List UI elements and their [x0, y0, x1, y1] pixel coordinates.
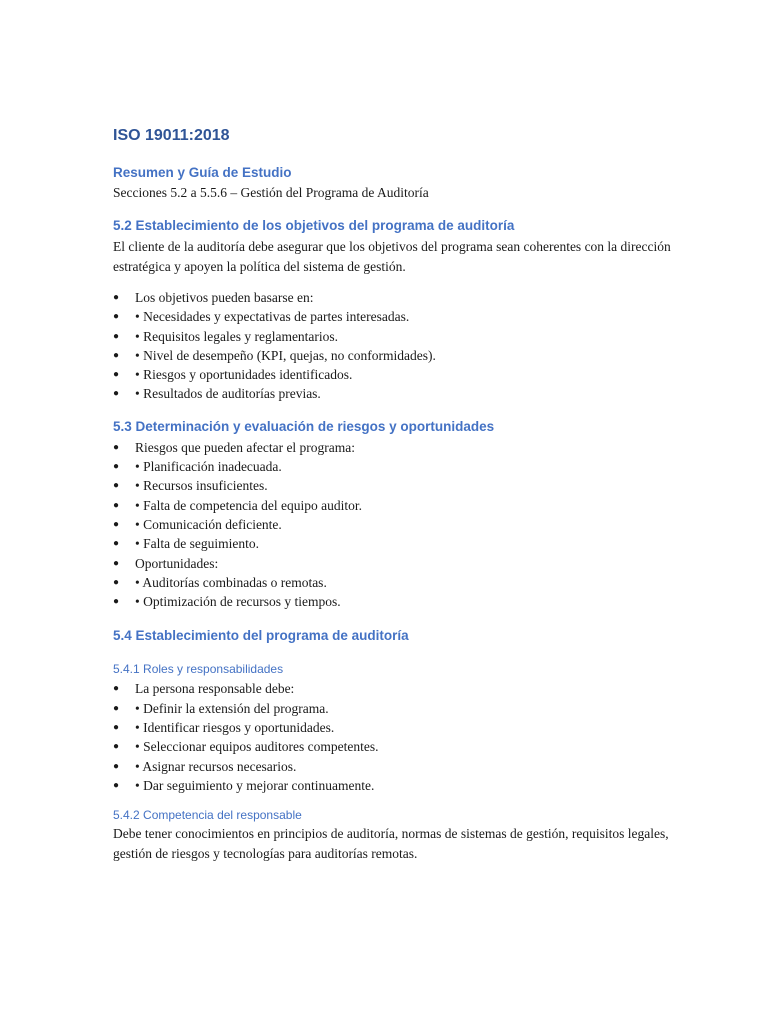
bullet-icon: ● [113, 596, 120, 608]
section-5-4-1-heading: 5.4.1 Roles y responsabilidades [113, 662, 284, 677]
list-item [113, 307, 673, 326]
bullet-icon: ● [113, 480, 120, 492]
list-item-text: Riesgos que pueden afectar el programa: [135, 439, 356, 455]
section-5-2-list [113, 288, 673, 404]
list-item-text: • Auditorías combinadas o remotas. [135, 574, 327, 590]
bullet-icon: ● [113, 702, 120, 714]
list-item-text: • Identificar riesgos y oportunidades. [135, 720, 335, 736]
document-title: ISO 19011:2018 [113, 127, 230, 144]
section-5-4-1-list [113, 679, 673, 795]
document-subline: Secciones 5.2 a 5.5.6 – Gestión del Programa de Auditoría [113, 185, 429, 200]
bullet-icon: ● [113, 499, 120, 511]
list-item [113, 592, 673, 611]
bullet-icon: ● [113, 557, 120, 569]
bullet-icon: ● [113, 330, 120, 342]
list-item [113, 679, 673, 698]
list-item [113, 718, 673, 737]
list-item-text: Oportunidades: [135, 555, 219, 571]
list-item-text: La persona responsable debe: [135, 681, 295, 697]
list-item-text: • Necesidades y expectativas de partes interesadas. [135, 309, 410, 325]
list-item-text: Los objetivos pueden basarse en: [135, 290, 314, 305]
bullet-icon: ● [113, 349, 120, 361]
section-5-4-heading: 5.4 Establecimiento del programa de auditoría [113, 628, 409, 644]
bullet-icon: ● [113, 741, 120, 753]
list-item [113, 554, 673, 573]
list-item-text: • Planificación inadecuada. [135, 459, 282, 475]
bullet-icon: ● [113, 683, 120, 695]
list-item [113, 327, 673, 346]
bullet-icon: ● [113, 518, 120, 530]
section-5-4-2-paragraph: Debe tener conocimientos en principios de auditoría, normas de sistemas de gestión, requisitos legales, gestión de riesgos y tecnologías para auditorías remotas. [113, 826, 669, 861]
list-item [113, 365, 673, 384]
section-5-3-heading: 5.3 Determinación y evaluación de riesgos y oportunidades [113, 418, 495, 434]
list-item [113, 346, 673, 365]
list-item [113, 699, 673, 718]
list-item [113, 776, 673, 795]
section-5-3-list [113, 438, 673, 612]
list-item [113, 384, 673, 403]
section-5-4-2-heading: 5.4.2 Competencia del responsable [113, 808, 302, 823]
list-item [113, 438, 673, 457]
list-item [113, 573, 673, 592]
list-item-text: • Dar seguimiento y mejorar continuamente. [135, 777, 375, 793]
bullet-icon: ● [113, 576, 120, 588]
bullet-icon: ● [113, 369, 120, 381]
bullet-icon: ● [113, 722, 120, 734]
bullet-icon: ● [113, 441, 120, 453]
list-item-text: • Recursos insuficientes. [135, 478, 268, 494]
bullet-icon: ● [113, 388, 120, 400]
bullet-icon: ● [113, 311, 120, 323]
list-item-text: • Optimización de recursos y tiempos. [135, 594, 341, 610]
list-item-text: • Definir la extensión del programa. [135, 700, 329, 716]
list-item [113, 496, 673, 515]
list-item-text: • Asignar recursos necesarios. [135, 758, 297, 774]
list-item [113, 534, 673, 553]
bullet-icon: ● [113, 538, 120, 550]
list-item-text: • Nivel de desempeño (KPI, quejas, no conformidades). [135, 347, 436, 363]
list-item-text: • Seleccionar equipos auditores competentes. [135, 739, 379, 755]
list-item [113, 515, 673, 534]
document-page [113, 112, 673, 863]
list-item [113, 457, 673, 476]
list-item-text: • Riesgos y oportunidades identificados. [135, 367, 353, 383]
list-item-text: • Falta de seguimiento. [135, 536, 259, 552]
section-5-2-heading: 5.2 Establecimiento de los objetivos del programa de auditoría [113, 218, 515, 233]
document-subtitle: Resumen y Guía de Estudio [113, 165, 292, 180]
bullet-icon: ● [113, 760, 120, 772]
list-item [113, 757, 673, 776]
list-item [113, 288, 673, 307]
bullet-icon: ● [113, 779, 120, 791]
section-5-2-paragraph: El cliente de la auditoría debe asegurar que los objetivos del programa sean coherentes con la dirección estratégica y apoyen la política del sistema de gestión. [113, 239, 671, 274]
bullet-icon: ● [113, 461, 120, 473]
bullet-icon: ● [113, 292, 120, 303]
list-item-text: • Requisitos legales y reglamentarios. [135, 328, 339, 344]
list-item [113, 737, 673, 756]
list-item [113, 476, 673, 495]
list-item-text: • Comunicación deficiente. [135, 516, 282, 532]
list-item-text: • Falta de competencia del equipo auditor. [135, 497, 363, 513]
list-item-text: • Resultados de auditorías previas. [135, 386, 321, 402]
